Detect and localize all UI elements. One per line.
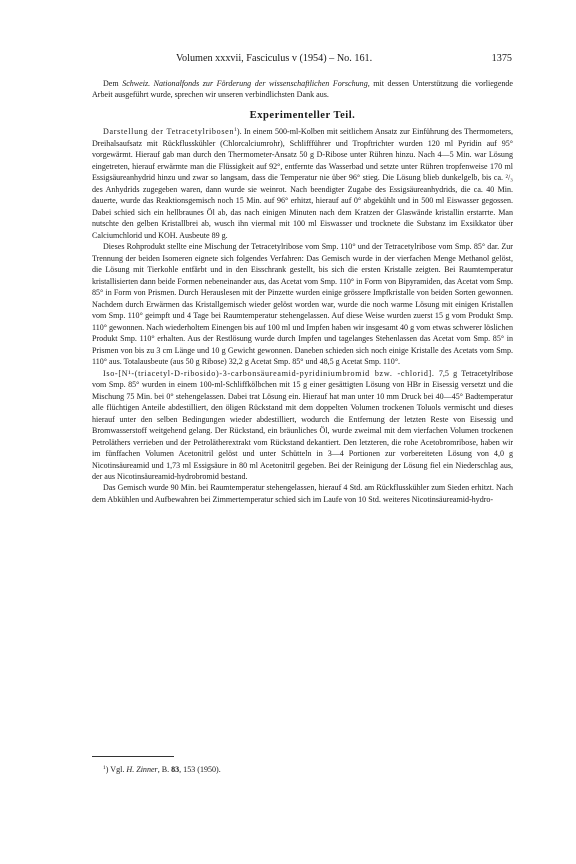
acknowledgement-text-pre: Dem xyxy=(103,79,123,88)
footnote-author: H. Zinner xyxy=(126,765,158,774)
paragraph-heading: Darstellung der Tetracetylribosen xyxy=(103,127,235,137)
footnote-reference: 1 xyxy=(234,127,237,134)
paragraph-text: ). In einem 500-ml-Kolben mit seitlichem Ansatz zur Einführung des Thermometers, Dreihalsaufsatz mit Rückflusskühler (Chlorcalciumrohr), Schliffführer und Tropftrichter wurden 120 ml Pyridin auf 95° vorgewärmt. Hierauf gab man durch den Thermometer-Ansatz 50 g D-Ribose unter Rühren hinzu. Nach 4—5 Min. war Lösung eingetreten, hierauf erwärmte man die Flüssigkeit auf 92°, entfernte das Wasserbad und setzte unter Rühren tropfenweise 170 ml Essigsäureanhydrid hinzu und zwar so langsam, dass die Temperatur nie über 96° stieg. Die Lösung blieb dunkelgelb, bis ca. ²/₃ des Anhydrids zugegeben waren, dann wurde sie weinrot. Nach beendigter Zugabe des Essigsäureanhydrids, die ca. 40 Min. dauerte, wurde das Reaktionsgemisch noch 15 Min. auf 96° erhitzt, hierauf auf 0° abgekühlt und in 500 ml Eiswasser gegossen. Dabei schied sich ein hellbraunes Öl ab, das nach einigen Minuten nach dem Kratzen der Glaswände kristallin erstarrte. Man nutschte den gelben Kristallbrei ab, wusch ihn viermal mit 100 ml Eiswasser und trocknete die Substanz im Exsikkator über Calciumchlorid und KOH. Ausbeute 89 g. xyxy=(92,127,513,240)
journal-volume-line: Volumen xxxvii, Fasciculus v (1954) – No. 161. xyxy=(176,53,373,64)
acknowledgement-paragraph xyxy=(92,78,513,101)
foundation-name: Schweiz. Nationalfonds zur Förderung der wissenschaftlichen Forschung, xyxy=(122,79,370,88)
acknowledgement-text-post: mit dessen Unterstützung die vorliegende Arbeit ausgeführt wurde, sprechen wir unseren verbindlichsten Dank aus. xyxy=(92,79,514,100)
paragraph-tetracetylribose-preparation xyxy=(92,126,513,241)
paragraph-isomer-separation: Dieses Rohprodukt stellte eine Mischung der Tetracetylribose vom Smp. 110° und der Tetracetylribose vom Smp. 85° dar. Zur Trennung der beiden Isomeren eignete sich folgendes Verfahren: Das Gemisch wurde in der vierfachen Menge Methanol gelöst, die Lösung mit Tierkohle entfärbt und in den Eisschrank gestellt, bis sich die ersten Kristalle zeigten. Bei Raumtemperatur kristallisierten dann beide Formen nebeneinander aus, das Acetat vom Smp. 110° in Form von Bipyramiden, das Acetat vom Smp. 85° in Form von Prismen. Durch Herauslesen mit der Pinzette wurden einige grössere Impfkristalle von beiden Sorten gewonnen. Nachdem durch Erwärmen das Kristallgemisch wieder gelöst worden war, wurde die noch warme Lösung mit einigen Kristallen vom Smp. 110° geimpft und 4 Tage bei Raumtemperatur stehengelassen. Auf diese Weise wurden zuerst 15 g vom Produkt Smp. 110° gewonnen. Nach wiederholtem Einengen bis auf 100 ml und Impfen haben wir insgesamt 40 g vom etwas schwerer löslichen Produkt Smp. 110° erhalten. Aus der Restlösung wurde durch Impfen und tagelanges Stehenlassen das Acetat vom Smp. 85° in Prismen von bis zu 3 cm Länge und 10 g Gewicht gewonnen. Daneben schieden sich noch einige Kristalle des Acetats vom Smp. 110° aus. Totalausbeute (aus 50 g Ribose) 32,2 g Acetat Smp. 85° und 48,5 g Acetat Smp. 110°. xyxy=(92,242,513,367)
footnote-text-pre: ) Vgl. xyxy=(105,765,127,774)
paragraph-text: 7,5 g Tetracetylribose vom Smp. 85° wurden in einem 100-ml-Schliffkölbchen mit 15 g einer gesättigten Lösung von HBr in Eisessig versetzt und die Mischung 75 Min. bei 0° stehengelassen. Dabei trat Lösung ein. Hierauf hat man unter 10 mm Druck bei 40—45° Badtemperatur alle flüchtigen Anteile abdestilliert, den öligen Rückstand mit dem doppelten Volumen trockenen Toluols vermischt und dieses hierauf unter den selben Bedingungen wieder abdestilliert, wodurch die Entfernung der letzten Reste von Eisessig und Bromwasserstoff weitgehend gelang. Der Rückstand, ein bräunliches Öl, wurde zweimal mit dem vierfachen Volumen trockenen Petroläthers verrieben und der Petrolätherextrakt vom Rückstand dekantiert. Den letzteren, die rohe Acetobromribose, haben wir im fünffachen Volumen Acetonitril gelöst und unter Schütteln in 3—4 Portionen zur vorbereiteten Lösung von 4,0 g Nicotinsäureamid und 1,73 ml Essigsäure in 80 ml Acetonitril gegeben. Bei der Reinigung der Lösung fiel ein Niederschlag aus, der aus Nicotinsäureamid-hydrobromid bestand. xyxy=(92,368,514,481)
footnote-text-post: , 153 (1950). xyxy=(179,765,221,774)
page-number: 1375 xyxy=(491,53,512,64)
paragraph-heading: Iso-[N¹-(triacetyl-D-ribosido)-3-carbonsäureamid-pyridiniumbromid bzw. -chlorid]. xyxy=(103,368,435,378)
paragraph-pyridinium-bromide xyxy=(92,368,513,483)
footnote-text-mid: , B. xyxy=(157,765,172,774)
footnote-marker: 1 xyxy=(103,765,106,771)
footnote-divider xyxy=(92,756,174,757)
paragraph-reflux: Das Gemisch wurde 90 Min. bei Raumtemperatur stehengelassen, hierauf 4 Std. am Rückflusskühler zum Sieden erhitzt. Nach dem Abkühlen und Aufbewahren bei Zimmertemperatur schied sich im Laufe von 10 Std. weiteres Nicotinsäureamid-hydro- xyxy=(92,483,513,504)
section-heading: Experimenteller Teil. xyxy=(249,109,356,121)
footnote-volume: 83 xyxy=(171,765,180,774)
article-body xyxy=(92,78,513,505)
footnote xyxy=(103,764,503,775)
